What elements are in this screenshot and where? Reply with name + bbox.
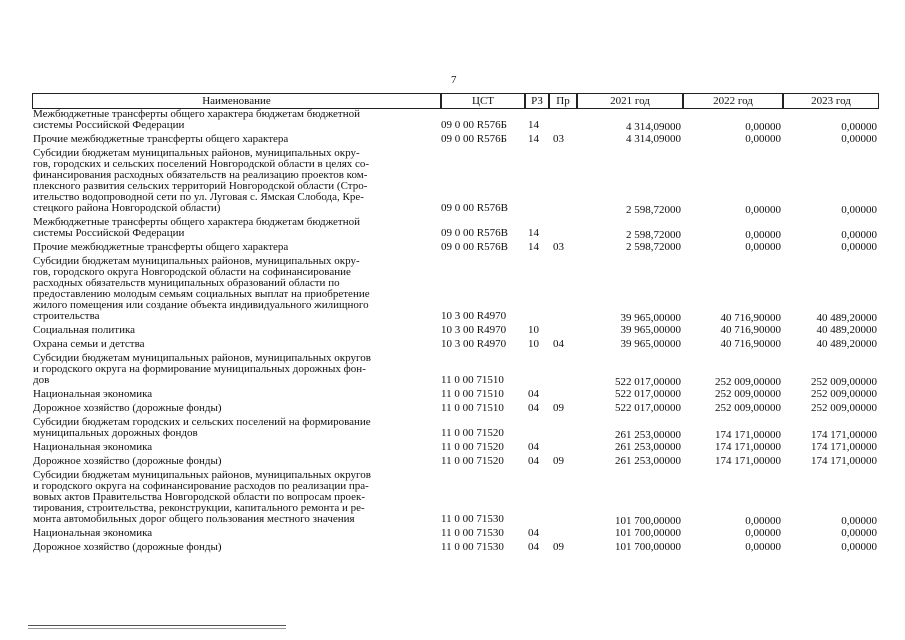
row-2021: 261 253,00000: [615, 429, 681, 441]
row-name-line: Прочие межбюджетные трансферты общего характера: [33, 241, 289, 253]
row-name-line: Межбюджетные трансферты общего характера бюджетам бюджетной: [33, 216, 360, 228]
row-2023: 40 489,20000: [816, 338, 877, 350]
row-name-line: и городского округа на формирование муниципальных дорожных фон-: [33, 363, 366, 375]
row-name-line: Дорожное хозяйство (дорожные фонды): [33, 455, 222, 467]
row-cst: 09 0 00 R576В: [441, 202, 508, 214]
header-name: Наименование: [32, 93, 441, 109]
row-name-line: монта автомобильных дорог общего пользования местного значения: [33, 513, 355, 525]
row-name-line: Охрана семьи и детства: [33, 338, 145, 350]
header-rz: РЗ: [525, 93, 549, 109]
row-cst: 09 0 00 R576В: [441, 227, 508, 239]
row-2022: 0,00000: [745, 527, 781, 539]
row-pr: 09: [553, 402, 564, 414]
row-pr: 04: [553, 338, 564, 350]
row-name: [33, 256, 433, 322]
row-name: [33, 389, 433, 400]
row-2022: 0,00000: [745, 204, 781, 216]
row-name-line: и городского округа на софинансирование расходов по реализации пра-: [33, 480, 369, 492]
row-cst: 10 3 00 R4970: [441, 310, 507, 322]
row-name-line: Субсидии бюджетам городских и сельских поселений на формирование: [33, 416, 371, 428]
row-name: [33, 403, 433, 414]
row-cst: 09 0 00 R576В: [441, 241, 508, 253]
row-2023: 174 171,00000: [811, 441, 877, 453]
row-2021: 522 017,00000: [615, 388, 681, 400]
row-pr: 09: [553, 541, 564, 553]
row-name: [33, 148, 433, 214]
row-name: [33, 134, 433, 145]
row-name-line: строительства: [33, 310, 100, 322]
row-rz: 14: [528, 133, 539, 145]
row-name-line: расходных обязательств муниципальных образований области по: [33, 277, 340, 289]
row-name-line: вовых актов Правительства Новгородской области по вопросам проек-: [33, 491, 366, 503]
footer-divider: [28, 625, 286, 626]
row-2022: 0,00000: [745, 229, 781, 241]
row-2023: 0,00000: [841, 527, 877, 539]
header-2023: 2023 год: [783, 93, 879, 109]
row-name-line: дов: [33, 374, 50, 386]
row-name-line: гов, городского округа Новгородской области на софинансирование: [33, 266, 351, 278]
row-2021: 2 598,72000: [626, 229, 681, 241]
row-name-line: плексного развития сельских территорий Новгородской области (Стро-: [33, 180, 368, 192]
row-name-line: Субсидии бюджетам муниципальных районов, муниципальных окру-: [33, 255, 360, 267]
row-name: [33, 242, 433, 253]
footer-divider-secondary: [28, 628, 286, 629]
row-2022: 252 009,00000: [715, 402, 781, 414]
row-name-line: муниципальных дорожных фондов: [33, 427, 198, 439]
row-cst: 09 0 00 R576Б: [441, 119, 507, 131]
table-row: [0, 339, 905, 350]
row-2021: 39 965,00000: [620, 324, 681, 336]
row-2023: 252 009,00000: [811, 388, 877, 400]
table-row: [0, 442, 905, 453]
table-row: [0, 528, 905, 539]
row-2022: 174 171,00000: [715, 441, 781, 453]
row-name-line: системы Российской Федерации: [33, 227, 185, 239]
row-2021: 261 253,00000: [615, 455, 681, 467]
row-2022: 0,00000: [745, 541, 781, 553]
row-name: [33, 456, 433, 467]
row-name-line: Прочие межбюджетные трансферты общего характера: [33, 133, 289, 145]
row-name-line: тирования, строительства, реконструкции, капитального ремонта и ре-: [33, 502, 365, 514]
row-cst: 11 0 00 71530: [441, 541, 504, 553]
row-cst: 11 0 00 71520: [441, 455, 504, 467]
row-2023: 0,00000: [841, 541, 877, 553]
row-pr: 03: [553, 241, 564, 253]
table-row: [0, 470, 905, 525]
row-2023: 40 489,20000: [816, 324, 877, 336]
row-2021: 2 598,72000: [626, 241, 681, 253]
row-2021: 101 700,00000: [615, 541, 681, 553]
header-pr: Пр: [549, 93, 577, 109]
row-name-line: Социальная политика: [33, 324, 136, 336]
row-name-line: Субсидии бюджетам муниципальных районов, муниципальных округов: [33, 352, 371, 364]
row-cst: 11 0 00 71530: [441, 513, 504, 525]
table-row: [0, 353, 905, 386]
row-name-line: Дорожное хозяйство (дорожные фонды): [33, 402, 222, 414]
table-row: [0, 148, 905, 214]
row-rz: 04: [528, 402, 539, 414]
row-name: [33, 542, 433, 553]
row-cst: 11 0 00 71520: [441, 427, 504, 439]
row-cst: 11 0 00 71520: [441, 441, 504, 453]
row-name-line: стецкого района Новгородской области): [33, 202, 221, 214]
row-2022: 0,00000: [745, 133, 781, 145]
row-2022: 0,00000: [745, 515, 781, 527]
row-name-line: Национальная экономика: [33, 388, 153, 400]
row-2022: 0,00000: [745, 241, 781, 253]
row-cst: 11 0 00 71510: [441, 374, 504, 386]
row-name-line: Субсидии бюджетам муниципальных районов, муниципальных округов: [33, 469, 371, 481]
table-row: [0, 417, 905, 439]
row-name: [33, 442, 433, 453]
row-cst: 10 3 00 R4970: [441, 338, 507, 350]
row-2021: 39 965,00000: [620, 338, 681, 350]
row-cst: 11 0 00 71530: [441, 527, 504, 539]
row-rz: 04: [528, 541, 539, 553]
row-2023: 0,00000: [841, 133, 877, 145]
row-2023: 40 489,20000: [816, 312, 877, 324]
row-2023: 0,00000: [841, 241, 877, 253]
table-row: [0, 256, 905, 322]
row-2023: 252 009,00000: [811, 376, 877, 388]
row-rz: 14: [528, 227, 539, 239]
row-cst: 11 0 00 71510: [441, 402, 504, 414]
row-name-line: Субсидии бюджетам муниципальных районов, муниципальных окру-: [33, 147, 360, 159]
row-2023: 0,00000: [841, 121, 877, 133]
table-row: [0, 134, 905, 145]
table-row: [0, 542, 905, 553]
row-rz: 04: [528, 441, 539, 453]
row-2021: 4 314,09000: [626, 133, 681, 145]
row-name: [33, 528, 433, 539]
row-2022: 252 009,00000: [715, 376, 781, 388]
row-rz: 04: [528, 527, 539, 539]
row-rz: 14: [528, 241, 539, 253]
row-name-line: предоставлению молодым семьям социальных выплат на приобретение: [33, 288, 370, 300]
row-2023: 174 171,00000: [811, 455, 877, 467]
row-rz: 14: [528, 119, 539, 131]
row-name-line: Национальная экономика: [33, 527, 153, 539]
row-2022: 174 171,00000: [715, 429, 781, 441]
row-name: [33, 470, 433, 525]
row-2022: 252 009,00000: [715, 388, 781, 400]
row-cst: 09 0 00 R576Б: [441, 133, 507, 145]
row-2021: 101 700,00000: [615, 515, 681, 527]
header-cst: ЦСТ: [441, 93, 525, 109]
row-name-line: Дорожное хозяйство (дорожные фонды): [33, 541, 222, 553]
row-2023: 0,00000: [841, 229, 877, 241]
row-pr: 03: [553, 133, 564, 145]
row-2023: 0,00000: [841, 515, 877, 527]
table-row: [0, 389, 905, 400]
row-name: [33, 217, 433, 239]
table-row: [0, 242, 905, 253]
row-rz: 04: [528, 455, 539, 467]
row-2021: 2 598,72000: [626, 204, 681, 216]
row-2023: 252 009,00000: [811, 402, 877, 414]
row-2022: 174 171,00000: [715, 455, 781, 467]
row-name: [33, 417, 433, 439]
row-rz: 10: [528, 338, 539, 350]
row-2021: 522 017,00000: [615, 402, 681, 414]
row-name-line: системы Российской Федерации: [33, 119, 185, 131]
row-name-line: Национальная экономика: [33, 441, 153, 453]
row-name-line: финансирования расходных обязательств на реализацию проектов ком-: [33, 169, 368, 181]
row-2021: 261 253,00000: [615, 441, 681, 453]
header-2021: 2021 год: [577, 93, 683, 109]
page-number: 7: [451, 74, 457, 86]
row-2022: 40 716,90000: [720, 324, 781, 336]
row-name-line: Межбюджетные трансферты общего характера бюджетам бюджетной: [33, 108, 360, 120]
row-cst: 10 3 00 R4970: [441, 324, 507, 336]
table-row: [0, 109, 905, 131]
row-rz: 10: [528, 324, 539, 336]
row-2021: 522 017,00000: [615, 376, 681, 388]
row-2021: 101 700,00000: [615, 527, 681, 539]
table-row: [0, 456, 905, 467]
row-2022: 40 716,90000: [720, 312, 781, 324]
row-name-line: гов, городских и сельских поселений Новгородской области в целях со-: [33, 158, 370, 170]
row-2021: 4 314,09000: [626, 121, 681, 133]
row-name-line: жилого помещения или создание объекта индивидуального жилищного: [33, 299, 369, 311]
row-cst: 11 0 00 71510: [441, 388, 504, 400]
header-2022: 2022 год: [683, 93, 783, 109]
row-2022: 40 716,90000: [720, 338, 781, 350]
table-row: [0, 403, 905, 414]
row-name: [33, 339, 433, 350]
table-row: [0, 325, 905, 336]
table-row: [0, 217, 905, 239]
row-2023: 0,00000: [841, 204, 877, 216]
row-2021: 39 965,00000: [620, 312, 681, 324]
row-2023: 174 171,00000: [811, 429, 877, 441]
row-name: [33, 353, 433, 386]
row-rz: 04: [528, 388, 539, 400]
row-name-line: ительство водопроводной сети по ул. Луговая с. Ямская Слобода, Кре-: [33, 191, 364, 203]
row-2022: 0,00000: [745, 121, 781, 133]
row-pr: 09: [553, 455, 564, 467]
row-name: [33, 109, 433, 131]
row-name: [33, 325, 433, 336]
